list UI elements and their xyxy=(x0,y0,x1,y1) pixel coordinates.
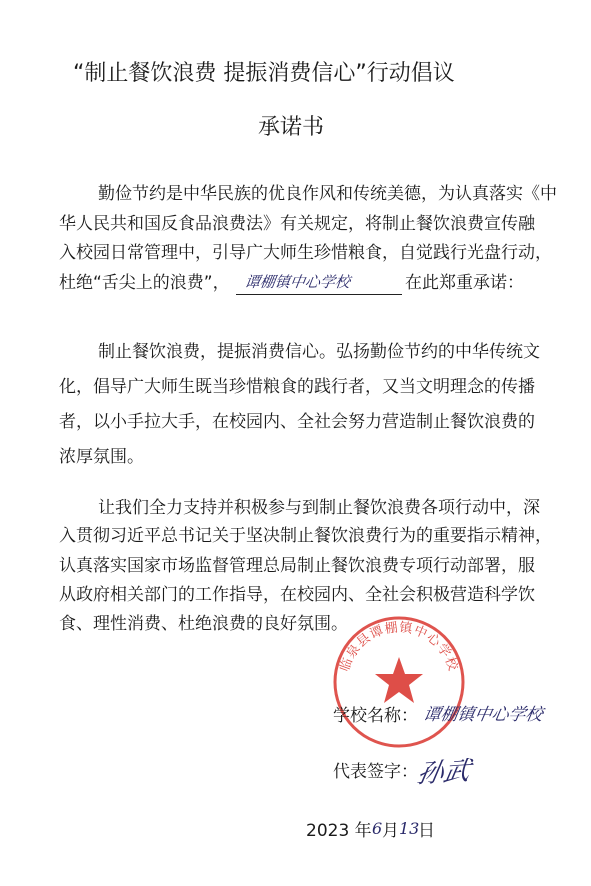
seal-star-icon xyxy=(375,657,423,703)
paragraph-2-line-2: 化，倡导广大师生既当珍惜粮食的践行者，又当文明理念的传播 xyxy=(59,377,535,397)
paragraph-2-line-3: 者，以小手拉大手，在校园内、全社会努力营造制止餐饮浪费的 xyxy=(59,412,535,432)
date-month-sep: 月 xyxy=(382,821,399,841)
date-day-end: 日 xyxy=(418,821,435,841)
date-month-handwritten: 6 xyxy=(372,819,383,838)
paragraph-3-line-5: 食、理性消费、杜绝浪费的良好氛围。 xyxy=(59,614,348,634)
representative-signature: 孙武 xyxy=(414,756,473,790)
document-subtitle: 承诺书 xyxy=(258,115,325,140)
school-name-handwritten: 谭棚镇中心学校 xyxy=(421,705,545,725)
paragraph-3-line-3: 认真落实国家市场监督管理总局制止餐饮浪费专项行动部署，服 xyxy=(59,556,535,576)
school-name-label: 学校名称： xyxy=(333,706,418,726)
handwritten-school-name-inline: 谭棚镇中心学校 xyxy=(243,273,352,291)
paragraph-1-line-4: 杜绝“舌尖上的浪费”， xyxy=(59,273,230,293)
representative-label: 代表签字： xyxy=(333,762,418,782)
paragraph-2-line-4: 浓厚氛围。 xyxy=(59,447,144,467)
date-day-handwritten: 13 xyxy=(399,819,420,838)
paragraph-1-line-2: 华人民共和国反食品浪费法》有关规定，将制止餐饮浪费宣传融 xyxy=(59,214,535,234)
paragraph-1-end: 在此郑重承诺： xyxy=(405,273,524,293)
paragraph-2-line-1: 制止餐饮浪费，提振消费信心。弘扬勤俭节约的中华传统文 xyxy=(98,342,540,362)
official-seal-stamp xyxy=(330,613,468,751)
document-title: “制止餐饮浪费 提振消费信心”行动倡议 xyxy=(73,61,455,86)
paragraph-1-line-3: 入校园日常管理中，引导广大师生珍惜粮食，自觉践行光盘行动， xyxy=(59,243,552,263)
seal-text: 临泉县谭棚镇中心学校 xyxy=(337,620,461,674)
date-year: 2023 年 xyxy=(306,821,372,841)
paragraph-3-line-2: 入贯彻习近平总书记关于坚决制止餐饮浪费行为的重要指示精神， xyxy=(59,526,552,546)
paragraph-1-line-1: 勤俭节约是中华民族的优良作风和传统美德，为认真落实《中 xyxy=(98,184,557,204)
paragraph-3-line-1: 让我们全力支持并积极参与到制止餐饮浪费各项行动中，深 xyxy=(98,498,540,518)
fill-in-underline xyxy=(236,294,402,295)
paragraph-3-line-4: 从政府相关部门的工作指导，在校园内、全社会积极营造科学饮 xyxy=(59,585,535,605)
